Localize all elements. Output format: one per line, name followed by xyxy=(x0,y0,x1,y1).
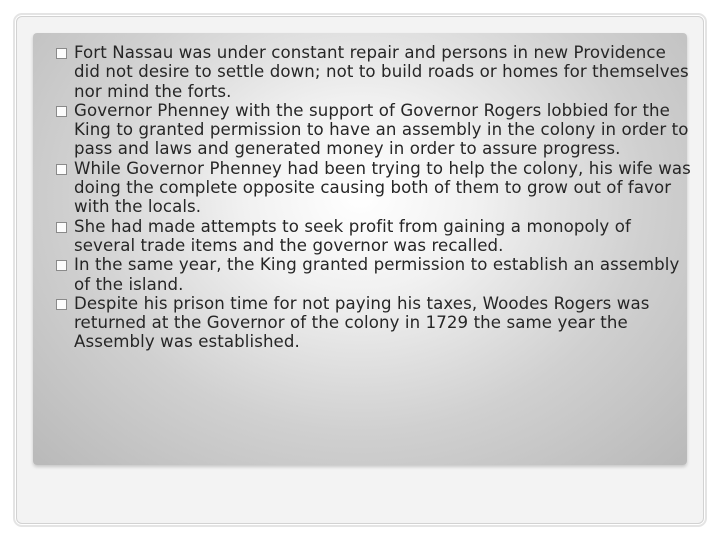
bullet-text: In the same year, the King granted permission to establish an assembly of the island. xyxy=(74,255,680,294)
square-bullet-icon xyxy=(56,260,67,271)
bullet-item xyxy=(56,217,696,256)
bullet-text: Governor Phenney with the support of Governor Rogers lobbied for the King to granted permission to have an assembly in the colony in order to pass and laws and generated money in order to assure progress. xyxy=(74,100,689,159)
bullet-item xyxy=(56,255,696,294)
square-bullet-icon xyxy=(56,299,67,310)
footer-area xyxy=(33,470,687,522)
bullet-text: Despite his prison time for not paying his taxes, Woodes Rogers was returned at the Governor of the colony in 1729 the same year the Assembly was established. xyxy=(74,293,650,352)
square-bullet-icon xyxy=(56,48,67,59)
square-bullet-icon xyxy=(56,164,67,175)
bullet-item xyxy=(56,294,696,352)
bullet-item xyxy=(56,101,696,159)
bullet-item xyxy=(56,43,696,101)
bullet-text: She had made attempts to seek profit from gaining a monopoly of several trade items and the governor was recalled. xyxy=(74,216,631,255)
square-bullet-icon xyxy=(56,222,67,233)
square-bullet-icon xyxy=(56,106,67,117)
bullet-text: Fort Nassau was under constant repair and persons in new Providence did not desire to settle down; not to build roads or homes for themselves nor mind the forts. xyxy=(74,43,689,101)
bullet-list xyxy=(56,43,696,352)
bullet-item xyxy=(56,159,696,217)
bullet-text: While Governor Phenney had been trying to help the colony, his wife was doing the complete opposite causing both of them to grow out of favor with the locals. xyxy=(74,158,691,217)
